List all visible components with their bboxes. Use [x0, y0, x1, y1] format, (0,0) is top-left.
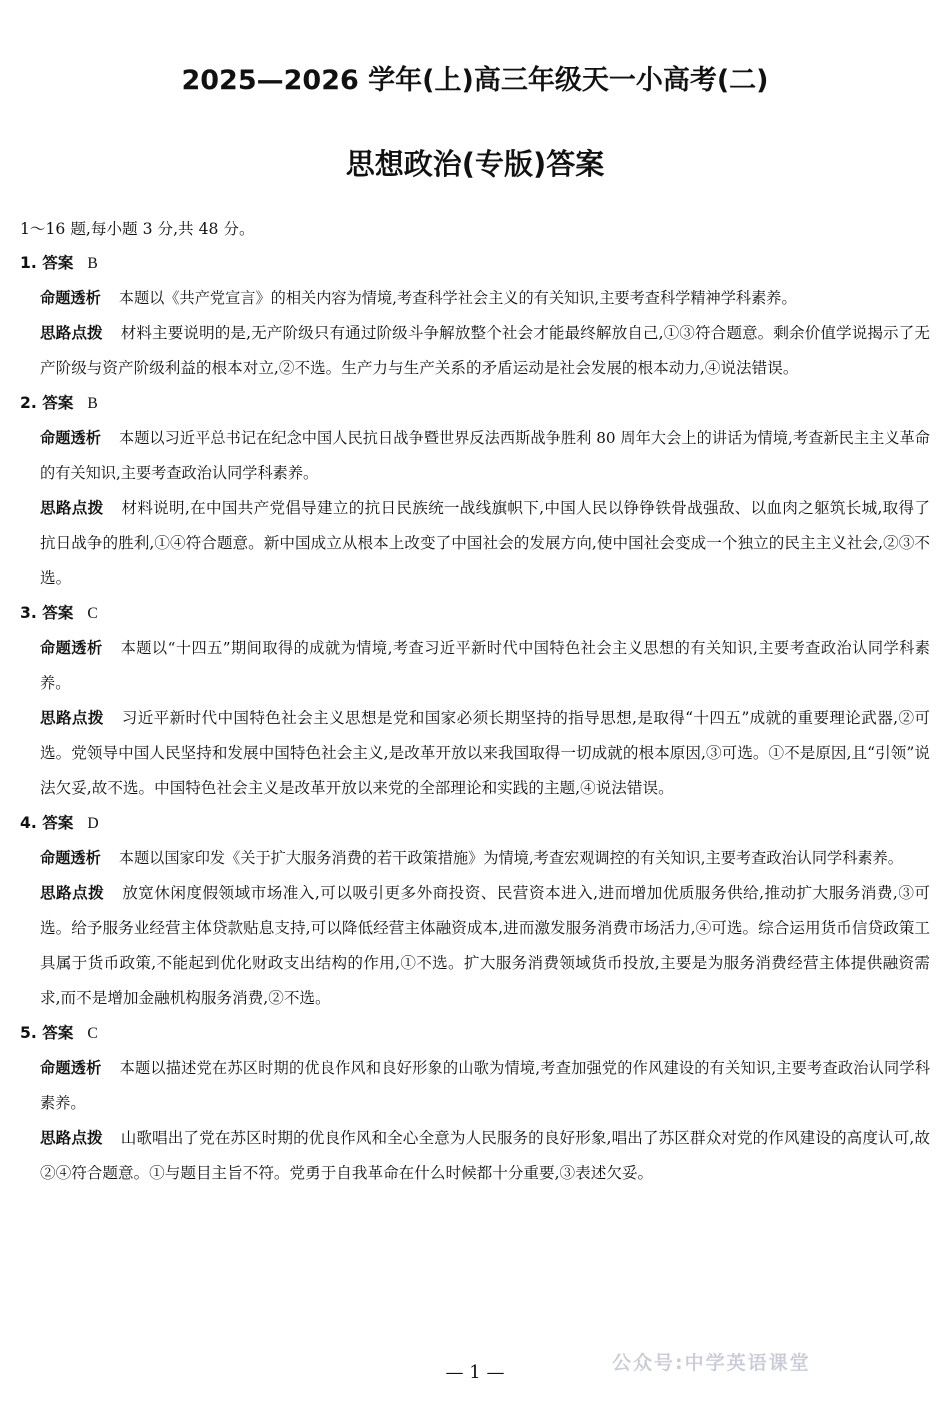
reasoning-tag: 思路点拨 — [40, 709, 104, 727]
question-2-answer-value: B — [87, 395, 98, 412]
reasoning-text: 材料说明,在中国共产党倡导建立的抗日民族统一战线旗帜下,中国人民以铮铮铁骨战强敌、以血肉之躯筑长城,取得了抗日战争的胜利,①④符合题意。新中国成立从根本上改变了中国社会的发展方向,使中国社会变成一个独立的民主主义社会,②③不选。 — [40, 499, 930, 587]
question-3-answer — [20, 596, 930, 631]
analysis-tag: 命题透析 — [40, 289, 101, 307]
question-1-analysis — [40, 281, 930, 316]
question-1-answer — [20, 246, 930, 281]
analysis-tag: 命题透析 — [40, 849, 101, 867]
question-4-answer-value: D — [87, 815, 99, 832]
analysis-tag: 命题透析 — [40, 639, 103, 657]
page-title: 2025—2026 学年(上)高三年级天一小高考(二) — [181, 65, 769, 96]
question-5-answer-value: C — [87, 1025, 98, 1042]
question-2-reasoning — [40, 491, 930, 596]
reasoning-tag: 思路点拨 — [40, 499, 104, 517]
analysis-text: 本题以习近平总书记在纪念中国人民抗日战争暨世界反法西斯战争胜利 80 周年大会上的讲话为情境,考查新民主主义革命的有关知识,主要考查政治认同学科素养。 — [40, 429, 930, 482]
scoring-intro: 1～16 题,每小题 3 分,共 48 分。 — [20, 220, 255, 238]
question-5-reasoning — [40, 1121, 930, 1191]
question-1-reasoning — [40, 316, 930, 386]
question-4-reasoning — [40, 876, 930, 1016]
analysis-tag: 命题透析 — [40, 1059, 102, 1077]
question-2-analysis — [40, 421, 930, 491]
question-4-label: 4. 答案 — [20, 814, 74, 832]
reasoning-text: 山歌唱出了党在苏区时期的优良作风和全心全意为人民服务的良好形象,唱出了苏区群众对党的作风建设的高度认可,故②④符合题意。①与题目主旨不符。党勇于自我革命在什么时候都十分重要,③表述欠妥。 — [40, 1129, 930, 1182]
reasoning-text: 习近平新时代中国特色社会主义思想是党和国家必须长期坚持的指导思想,是取得“十四五”成就的重要理论武器,②可选。党领导中国人民坚持和发展中国特色社会主义,是改革开放以来我国取得一切成就的根本原因,③可选。①不是原因,且“引领”说法欠妥,故不选。中国特色社会主义是改革开放以来党的全部理论和实践的主题,④说法错误。 — [40, 709, 930, 797]
reasoning-tag: 思路点拨 — [40, 1129, 103, 1147]
question-3-label: 3. 答案 — [20, 604, 74, 622]
question-5-label: 5. 答案 — [20, 1024, 74, 1042]
question-5-answer — [20, 1016, 930, 1051]
question-1-label: 1. 答案 — [20, 254, 74, 272]
analysis-text: 本题以国家印发《关于扩大服务消费的若干政策措施》为情境,考查宏观调控的有关知识,主要考查政治认同学科素养。 — [118, 849, 903, 867]
question-2-answer — [20, 386, 930, 421]
question-4-analysis — [40, 841, 930, 876]
answer-content — [20, 212, 930, 1191]
reasoning-tag: 思路点拨 — [40, 884, 105, 902]
question-3-answer-value: C — [87, 605, 98, 622]
question-4-answer — [20, 806, 930, 841]
analysis-text: 本题以《共产党宣言》的相关内容为情境,考查科学社会主义的有关知识,主要考查科学精神学科素养。 — [118, 289, 797, 307]
question-3-reasoning — [40, 701, 930, 806]
page-number: — 1 — — [445, 1362, 505, 1383]
question-1-answer-value: B — [87, 255, 98, 272]
question-2-label: 2. 答案 — [20, 394, 74, 412]
question-5-analysis — [40, 1051, 930, 1121]
analysis-tag: 命题透析 — [40, 429, 101, 447]
reasoning-tag: 思路点拨 — [40, 324, 103, 342]
analysis-text: 本题以描述党在苏区时期的优良作风和良好形象的山歌为情境,考查加强党的作风建设的有关知识,主要考查政治认同学科素养。 — [40, 1059, 931, 1112]
watermark: 公众号:中学英语课堂 — [612, 1352, 811, 1374]
page-subtitle: 思想政治(专版)答案 — [345, 147, 605, 181]
reasoning-text: 材料主要说明的是,无产阶级只有通过阶级斗争解放整个社会才能最终解放自己,①③符合题意。剩余价值学说揭示了无产阶级与资产阶级利益的根本对立,②不选。生产力与生产关系的矛盾运动是社会发展的根本动力,④说法错误。 — [40, 324, 930, 377]
question-3-analysis — [40, 631, 930, 701]
analysis-text: 本题以“十四五”期间取得的成就为情境,考查习近平新时代中国特色社会主义思想的有关知识,主要考查政治认同学科素养。 — [40, 639, 930, 692]
reasoning-text: 放宽休闲度假领域市场准入,可以吸引更多外商投资、民营资本进入,进而增加优质服务供给,推动扩大服务消费,③可选。给予服务业经营主体贷款贴息支持,可以降低经营主体融资成本,进而激发服务消费市场活力,④可选。综合运用货币信贷政策工具属于货币政策,不能起到优化财政支出结构的作用,①不选。扩大服务消费领域货币投放,主要是为服务消费经营主体提供融资需求,而不是增加金融机构服务消费,②不选。 — [40, 884, 930, 1007]
